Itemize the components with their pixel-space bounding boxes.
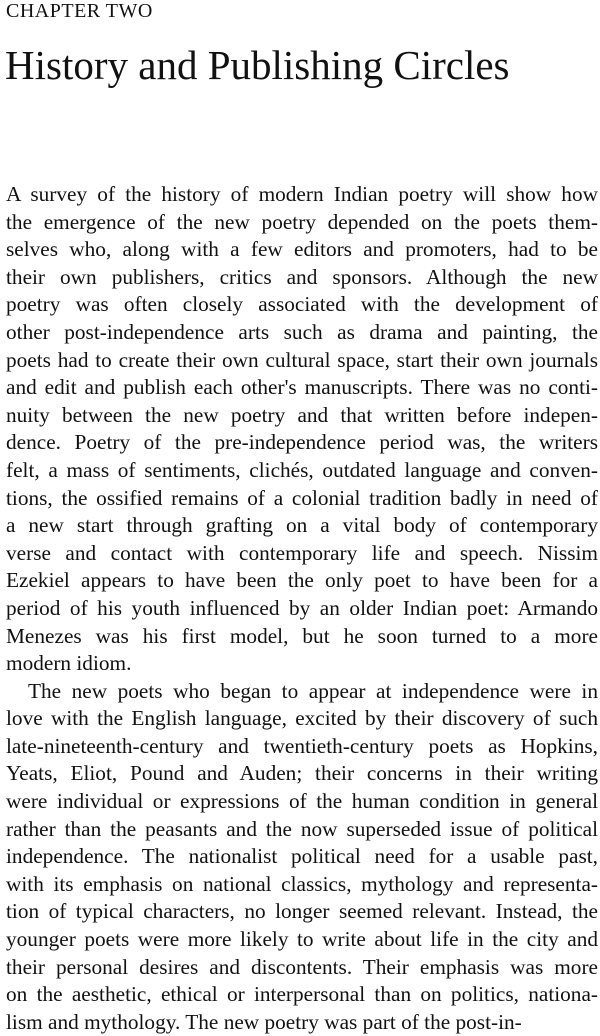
text-line: their personal desires and discontents. Their emphasis was more [6, 954, 598, 979]
text-line: Ezekiel appears to have been the only poet to have been for a [6, 568, 598, 593]
text-line: other post-independence arts such as drama and painting, the [6, 319, 598, 344]
text-line: the emergence of the new poetry depended on the poets them- [6, 209, 598, 234]
text-line: with its emphasis on national classics, mythology and representa- [6, 871, 598, 896]
text-line: younger poets were more likely to write about life in the city and [6, 927, 598, 952]
text-line: The new poets who began to appear at independence were in [28, 678, 598, 703]
text-line: felt, a mass of sentiments, clichés, outdated language and conven- [6, 457, 598, 482]
text-line: poets had to create their own cultural space, start their own journals [6, 347, 598, 372]
text-line: rather than the peasants and the now superseded issue of political [6, 816, 598, 841]
text-line: tion of typical characters, no longer seemed relevant. Instead, the [6, 899, 598, 924]
text-line: their own publishers, critics and sponsors. Although the new [6, 264, 598, 289]
text-line: selves who, along with a few editors and promoters, had to be [6, 237, 598, 262]
text-line: poetry was often closely associated with the development of [6, 292, 598, 317]
text-line: nuity between the new poetry and that written before indepen- [6, 402, 598, 427]
text-line: Menezes was his first model, but he soon turned to a more [6, 623, 598, 648]
text-line: on the aesthetic, ethical or interpersonal than on politics, nationa- [6, 982, 598, 1007]
text-line: modern idiom. [6, 651, 132, 676]
chapter-title: History and Publishing Circles [5, 42, 510, 88]
text-line: dence. Poetry of the pre-independence period was, the writers [6, 430, 598, 455]
text-line: verse and contact with contemporary life and speech. Nissim [6, 540, 598, 565]
text-line: late-nineteenth-century and twentieth-century poets as Hopkins, [6, 733, 598, 758]
paragraph [6, 181, 598, 678]
body-text [6, 181, 598, 1036]
text-line: independence. The nationalist political need for a usable past, [6, 844, 598, 869]
chapter-label: CHAPTER TWO [6, 0, 153, 22]
text-line: period of his youth influenced by an older Indian poet: Armando [6, 595, 598, 620]
text-line: a new start through grafting on a vital body of contemporary [6, 513, 598, 538]
text-line: Yeats, Eliot, Pound and Auden; their concerns in their writing [6, 761, 598, 786]
text-line: lism and mythology. The new poetry was part of the post-in- [6, 1009, 522, 1034]
paragraph [6, 678, 598, 1036]
text-line: tions, the ossified remains of a colonial tradition badly in need of [6, 485, 598, 510]
text-line: A survey of the history of modern Indian poetry will show how [6, 182, 598, 206]
text-line: were individual or expressions of the human condition in general [6, 789, 598, 814]
text-line: and edit and publish each other's manuscripts. There was no conti- [6, 375, 598, 400]
text-line: love with the English language, excited by their discovery of such [6, 706, 598, 731]
